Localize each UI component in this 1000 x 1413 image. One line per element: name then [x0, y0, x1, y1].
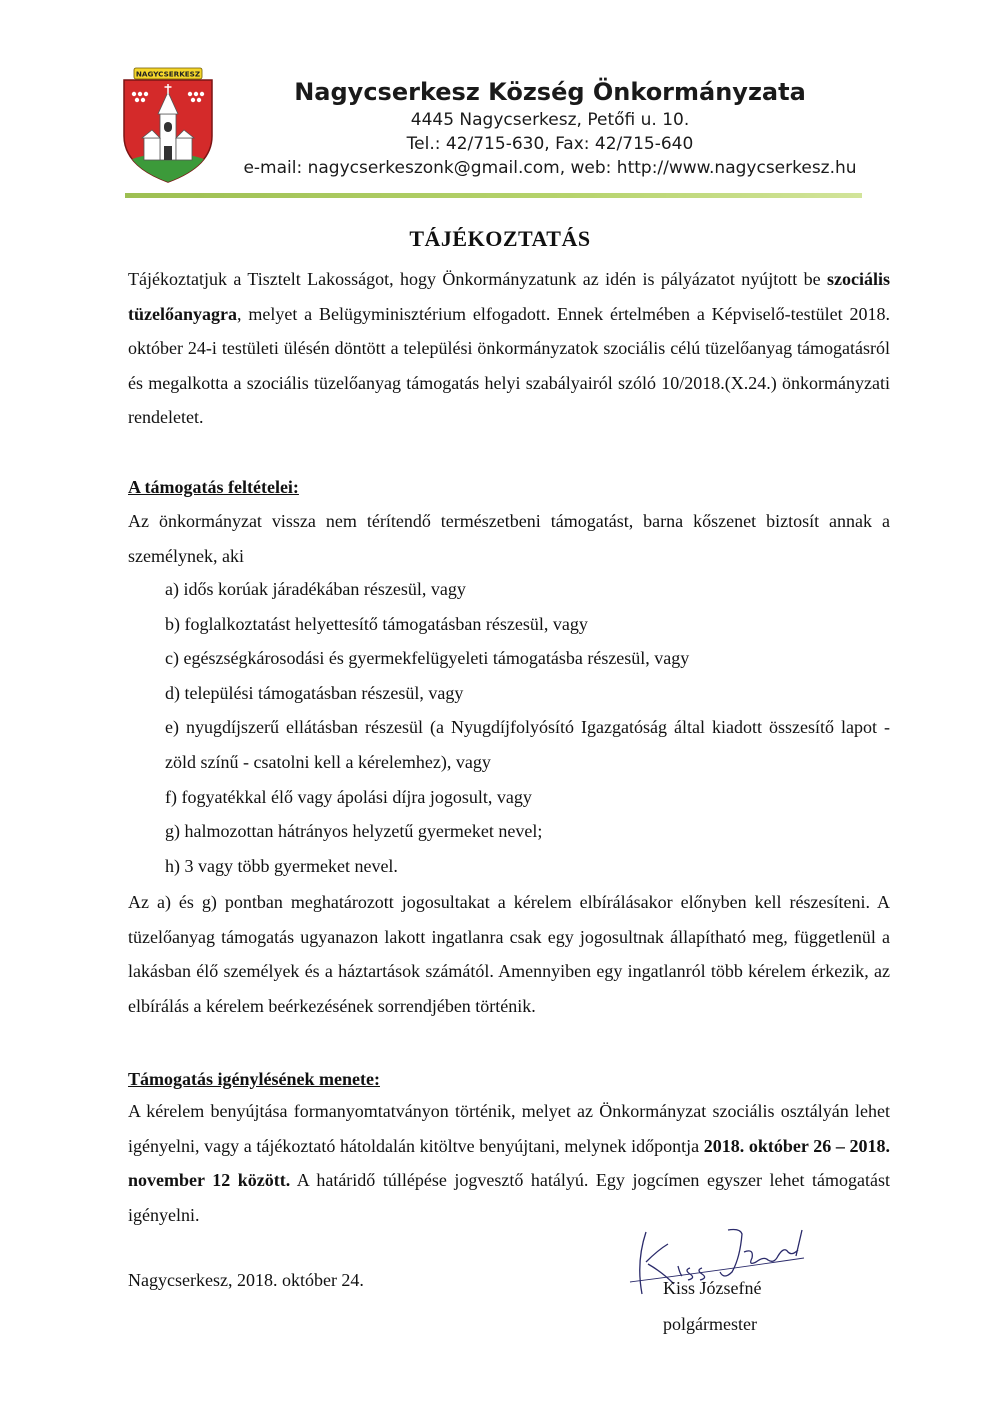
intro-text-end: , melyet a Belügyminisztérium elfogadott. Ennek értelmében a Képviselő-testület 2018. október 24-i testületi ülésén döntött a települési önkormányzatok szociális célú tüzelőanyag támogatásról és megalkotta a szociális tüzelőanyag támogatás helyi szabályairól szóló 10/2018.(X.24.) önkormányzati rendeletet. [128, 303, 890, 428]
intro-paragraph [128, 262, 890, 435]
organization-address: 4445 Nagycserkesz, Petőfi u. 10. [410, 110, 690, 130]
letterhead-text [225, 76, 875, 180]
signer-title: polgármester [663, 1314, 757, 1334]
conditions-intro: Az önkormányzat vissza nem térítendő természetbeni támogatást, barna kőszenet biztosít annak a személynek, aki [128, 511, 890, 566]
list-item: e) nyugdíjszerű ellátásban részesül (a Nyugdíjfolyósító Igazgatóság által kiadott összesítő lapot - zöld színű - csatolni kell a kérelemhez), vagy [165, 717, 890, 772]
coat-of-arms-logo [120, 66, 216, 184]
conditions-heading: A támogatás feltételei: [128, 477, 299, 497]
process-heading: Támogatás igénylésének menete: [128, 1069, 380, 1089]
letterhead-divider [125, 193, 862, 198]
place-and-date: Nagycserkesz, 2018. október 24. [128, 1270, 364, 1290]
crest-banner-text: NAGYCSERKESZ [135, 69, 201, 79]
intro-text-bold: szociális tüzelőanyagra [128, 269, 890, 324]
process-text-start: A kérelem benyújtása formanyomtatványon történik, melyet az Önkormányzat szociális osztályán lehet igényelni, vagy a tájékoztató hátoldalán kitöltve benyújtani, melynek időpontja [128, 1101, 890, 1156]
list-item: f) fogyatékkal élő vagy ápolási díjra jogosult, vagy [165, 786, 532, 807]
intro-text-start: Tájékoztatjuk a Tisztelt Lakosságot, hogy Önkormányzatunk az idén is pályázatot nyújtott be [128, 269, 827, 289]
list-item: h) 3 vagy több gyermeket nevel. [165, 855, 398, 876]
process-paragraph [128, 1094, 890, 1232]
signer-name: Kiss Józsefné [663, 1278, 762, 1298]
list-item: b) foglalkoztatást helyettesítő támogatásban részesül, vagy [165, 613, 588, 634]
organization-contact: e-mail: nagycserkeszonk@gmail.com, web: http://www.nagycserkesz.hu [243, 158, 857, 178]
conditions-list [165, 572, 890, 883]
process-text-end: A határidő túllépése jogvesztő hatályú. Egy jogcímen egyszer lehet támogatást igényelni. [128, 1170, 890, 1225]
organization-phone: Tel.: 42/715-630, Fax: 42/715-640 [406, 134, 694, 154]
list-item: c) egészségkárosodási és gyermekfelügyeleti támogatásba részesül, vagy [165, 648, 690, 669]
list-item: g) halmozottan hátrányos helyzetű gyermeket nevel; [165, 821, 543, 842]
letterhead [0, 0, 1000, 200]
organization-name: Nagycserkesz Község Önkormányzata [294, 78, 806, 106]
list-item: d) települési támogatásban részesül, vagy [165, 682, 464, 703]
document-title: TÁJÉKOZTATÁS [409, 226, 591, 251]
list-item: a) idős korúak járadékában részesül, vagy [165, 579, 466, 599]
signature-block [663, 1270, 761, 1342]
priority-paragraph: Az a) és g) pontban meghatározott jogosultakat a kérelem elbírálásakor előnyben kell részesíteni. A tüzelőanyag támogatás ugyanazon lakott ingatlanra csak egy jogosultnak állapítható meg, függetlenül a lakásban élő személyek és a háztartások számától. Amennyiben egy ingatlanról több kérelem érkezik, az elbírálás a kérelem beérkezésének sorrendjében történik. [128, 892, 890, 1016]
process-deadline: 2018. október 26 – 2018. november 12 között. [128, 1135, 890, 1191]
